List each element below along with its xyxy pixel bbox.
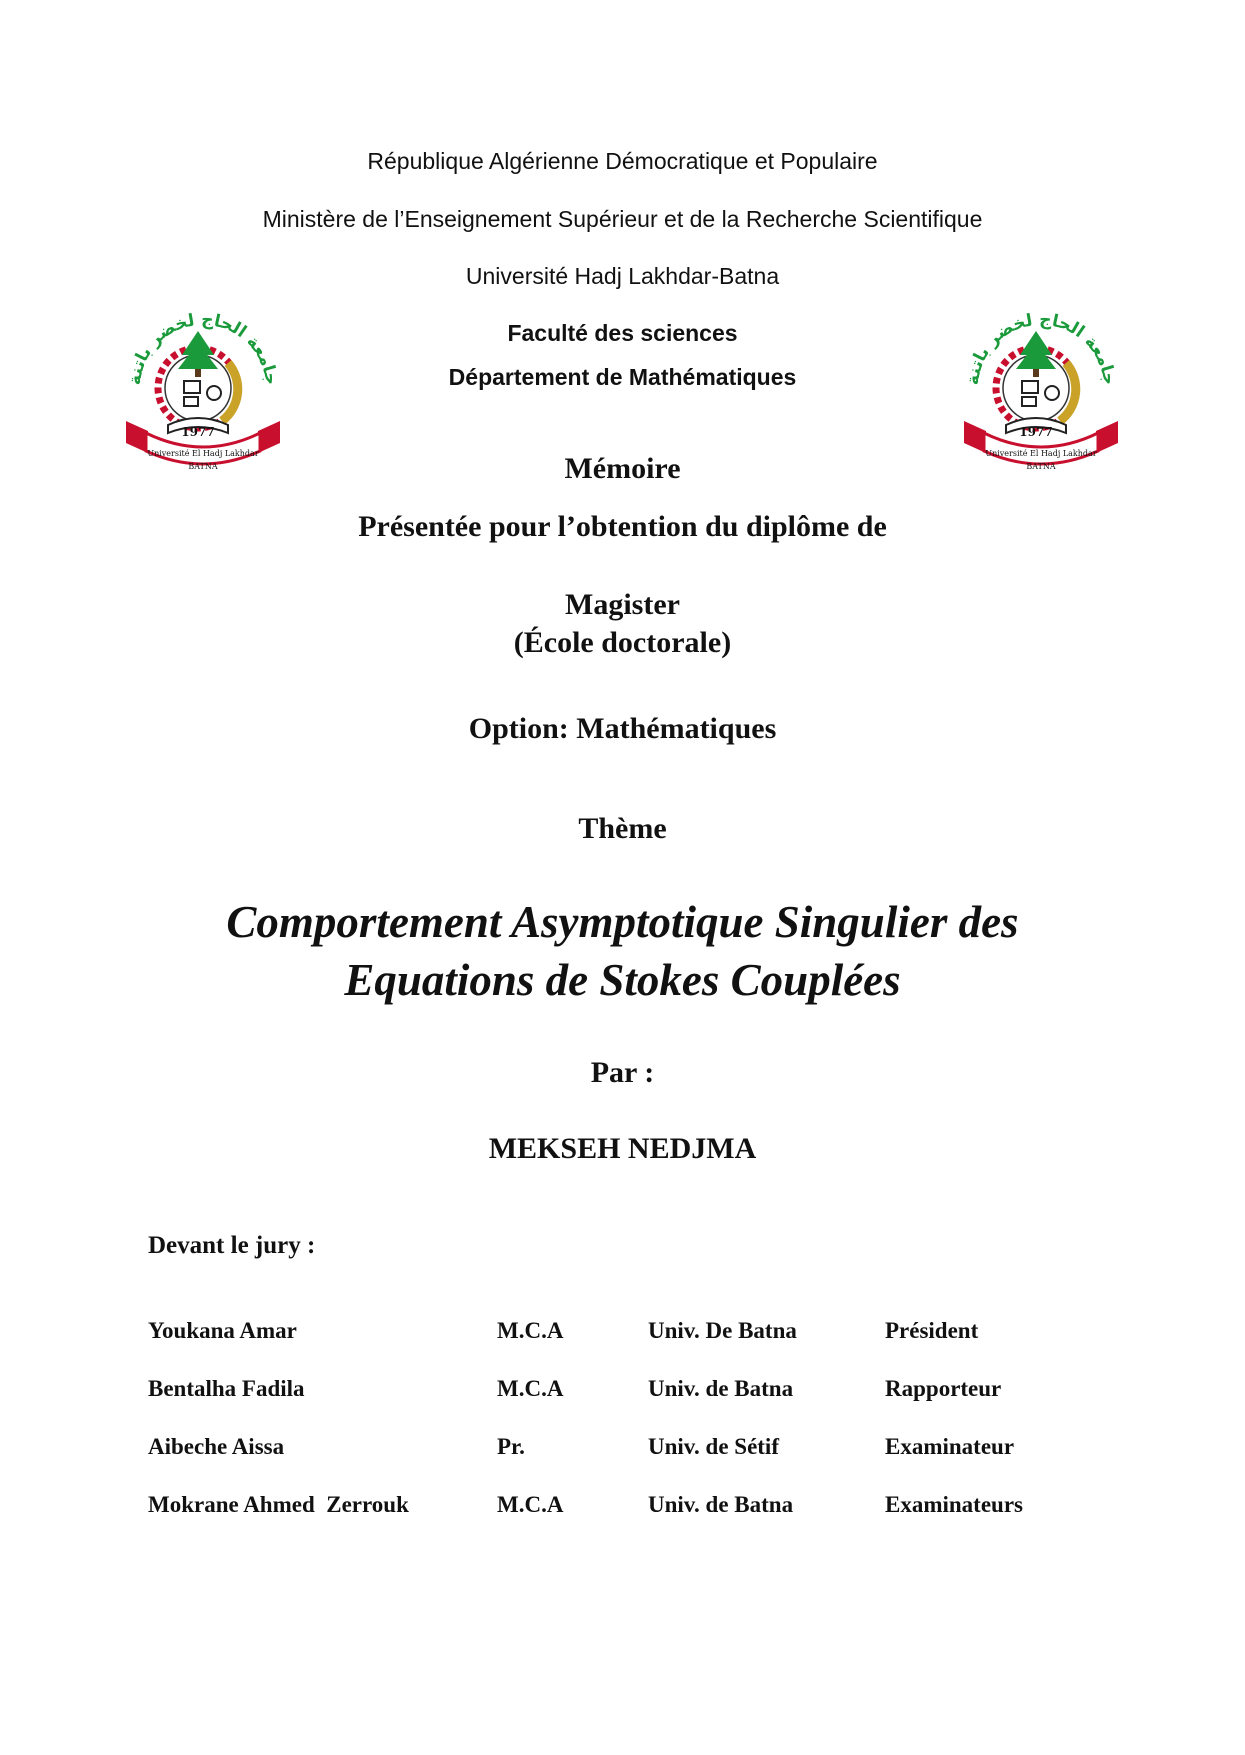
faculty-line: Faculté des sciences	[507, 320, 738, 346]
svg-text:جامعة الحاج لخضر باتنة: جامعة الحاج لخضر باتنة	[124, 309, 282, 387]
svg-text:Université El Hadj Lakhdar: Université El Hadj Lakhdar	[147, 449, 259, 458]
jury-member-role: Examinateur	[885, 1434, 1015, 1459]
republic-line: République Algérienne Démocratique et Populaire	[367, 148, 878, 174]
svg-text:BATNA: BATNA	[188, 462, 218, 471]
svg-text:Université El Hadj Lakhdar: Université El Hadj Lakhdar	[985, 449, 1097, 458]
jury-member-university: Univ. De Batna	[648, 1318, 797, 1343]
jury-member-role: Président	[885, 1318, 979, 1343]
degree-name: Magister	[565, 588, 680, 621]
document-purpose: Présentée pour l’obtention du diplôme de	[358, 510, 887, 543]
university-seal-icon	[118, 293, 288, 473]
jury-label: Devant le jury :	[148, 1232, 316, 1259]
jury-member-name: Mokrane Ahmed Zerrouk	[148, 1492, 409, 1517]
jury-member-name: Youkana Amar	[148, 1318, 297, 1343]
jury-table	[148, 1318, 1108, 1550]
jury-row	[148, 1434, 1108, 1492]
ministry-line: Ministère de l’Enseignement Supérieur et de la Recherche Scientifique	[262, 206, 983, 232]
jury-row	[148, 1492, 1108, 1550]
jury-member-name: Bentalha Fadila	[148, 1376, 305, 1401]
option-line: Option: Mathématiques	[468, 712, 777, 745]
jury-member-university: Univ. de Sétif	[648, 1434, 779, 1459]
university-line: Université Hadj Lakhdar-Batna	[465, 263, 780, 289]
author-name: MEKSEH NEDJMA	[488, 1132, 757, 1165]
svg-text:1977: 1977	[1019, 425, 1053, 439]
jury-member-role: Examinateurs	[885, 1492, 1023, 1517]
university-logo-left	[118, 293, 288, 473]
jury-row	[148, 1318, 1108, 1376]
jury-member-university: Univ. de Batna	[648, 1492, 794, 1517]
jury-member-grade: Pr.	[497, 1434, 525, 1459]
svg-text:جامعة الحاج لخضر باتنة: جامعة الحاج لخضر باتنة	[962, 309, 1120, 387]
document-type: Mémoire	[564, 452, 681, 485]
university-seal-icon	[956, 293, 1126, 473]
jury-member-role: Rapporteur	[885, 1376, 1002, 1401]
jury-row	[148, 1376, 1108, 1434]
jury-member-grade: M.C.A	[497, 1318, 564, 1343]
jury-member-name: Aibeche Aissa	[148, 1434, 285, 1459]
department-line: Département de Mathématiques	[448, 364, 797, 390]
university-logo-right	[956, 293, 1126, 473]
jury-member-university: Univ. de Batna	[648, 1376, 794, 1401]
svg-text:BATNA: BATNA	[1026, 462, 1056, 471]
thesis-title-line-1: Comportement Asymptotique Singulier des	[226, 897, 1019, 947]
by-label: Par :	[590, 1056, 655, 1089]
svg-text:1977: 1977	[181, 425, 215, 439]
thesis-title-line-2: Equations de Stokes Couplées	[344, 955, 901, 1005]
jury-member-grade: M.C.A	[497, 1492, 564, 1517]
doctoral-school: (École doctorale)	[513, 626, 732, 659]
jury-member-grade: M.C.A	[497, 1376, 564, 1401]
theme-label: Thème	[578, 812, 667, 845]
